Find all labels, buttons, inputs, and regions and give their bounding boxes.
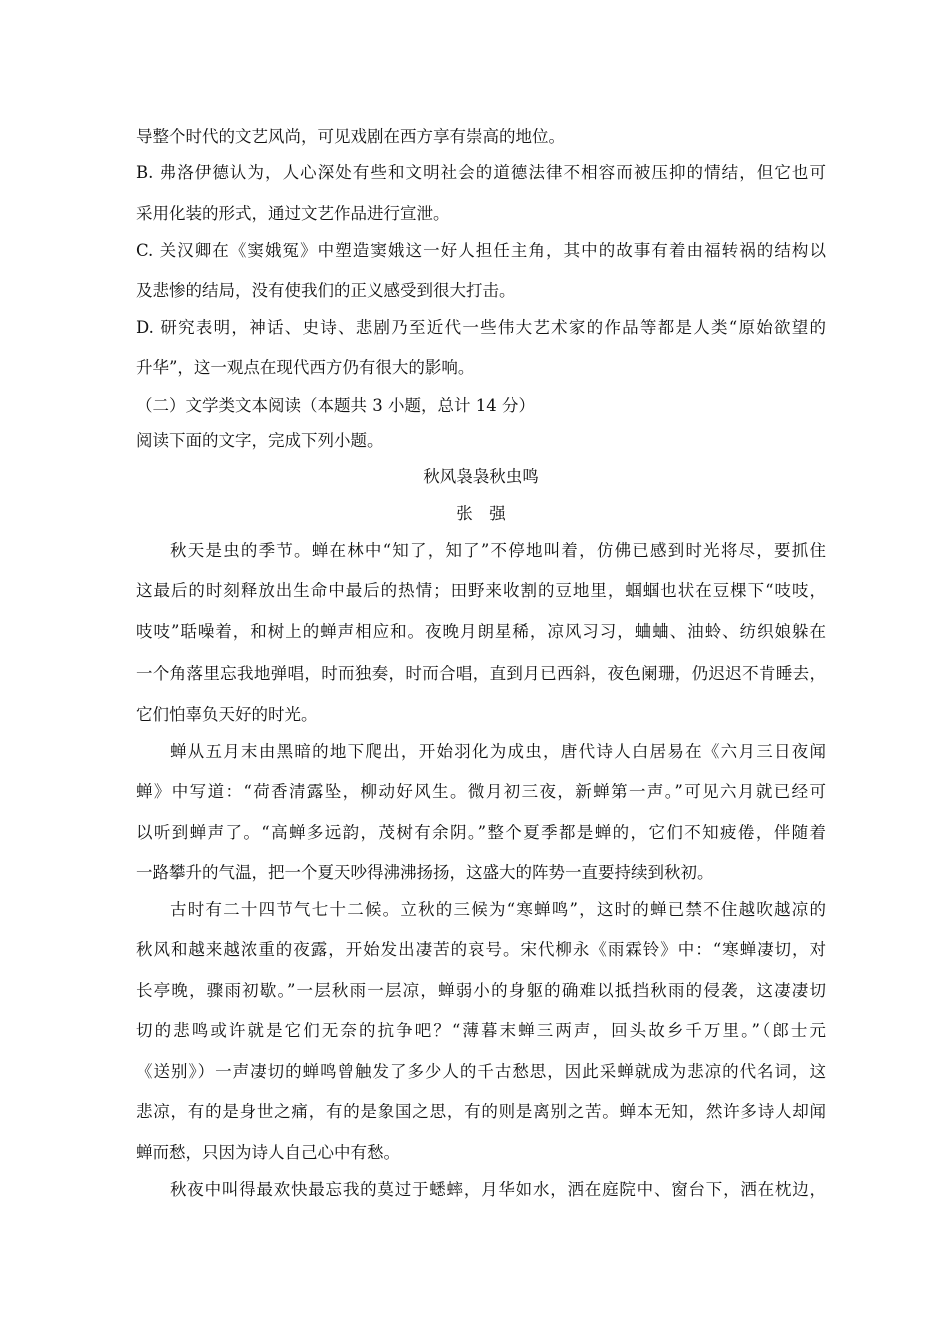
paragraph-line: 长亭晚，骤雨初歇。”一层秋雨一层凉，蝉弱小的身躯的确难以抵挡秋雨的侵袭，这凄凄切 [136,981,826,1000]
paragraph-line: 秋夜中叫得最欢快最忘我的莫过于蟋蟀，月华如水，洒在庭院中、窗台下，洒在枕边， [170,1180,826,1199]
paragraph-line: 一路攀升的气温，把一个夏天吵得沸沸扬扬，这盛大的阵势一直要持续到秋初。 [136,863,714,882]
text-line: 升华”，这一观点在现代西方仍有很大的影响。 [136,358,475,377]
paragraph-line: 切的悲鸣或许就是它们无奈的抗争吧？“薄暮末蝉三两声，回头故乡千万里。”（郎士元 [136,1021,826,1040]
paragraph-line: 古时有二十四节气七十二候。立秋的三候为“寒蝉鸣”，这时的蝉已禁不住越吹越凉的 [170,900,826,919]
paragraph-line: 一个角落里忘我地弹唱，时而独奏，时而合唱，直到月已西斜，夜色阑珊，仍迟迟不肯睡去， [136,664,826,683]
article-title: 秋风袅袅秋虫鸣 [423,467,539,486]
option-c-line: C. 关汉卿在《窦娥冤》中塑造窦娥这一好人担任主角，其中的故事有着由福转祸的结构以 [136,241,826,260]
text-line: 采用化装的形式，通过文艺作品进行宣泄。 [136,204,450,223]
paragraph-line: 蝉从五月末由黑暗的地下爬出，开始羽化为成虫，唐代诗人白居易在《六月三日夜闻 [170,742,826,761]
paragraph-line: 它们怕辜负天好的时光。 [136,705,318,724]
paragraph-line: 秋风和越来越浓重的夜露，开始发出凄苦的哀号。宋代柳永《雨霖铃》中：“寒蝉凄切，对 [136,940,826,959]
paragraph-line: 《送别》）一声凄切的蝉鸣曾触发了多少人的千古愁思，因此采蝉就成为悲凉的代名词，这 [136,1062,826,1081]
paragraph-line: 以听到蝉声了。“高蝉多远韵，茂树有余阴。”整个夏季都是蝉的，它们不知疲倦，伴随着 [136,823,826,842]
option-d-line: D. 研究表明，神话、史诗、悲剧乃至近代一些伟大艺术家的作品等都是人类“原始欲望的 [136,318,826,337]
paragraph-line: 这最后的时刻释放出生命中最后的热情；田野来收割的豆地里，蝈蝈也状在豆棵下“吱吱， [136,581,826,600]
paragraph-line: 蝉而愁，只因为诗人自己心中有愁。 [136,1143,400,1162]
text-line: 及悲惨的结局，没有使我们的正义感受到很大打击。 [136,281,516,300]
article-author: 张 强 [456,504,506,523]
paragraph-line: 蝉》中写道：“荷香清露坠，柳动好风生。微月初三夜，新蝉第一声。”可见六月就已经可 [136,782,826,801]
text-line: 导整个时代的文艺风尚，可见戏剧在西方享有崇高的地位。 [136,127,565,146]
instruction-line: 阅读下面的文字，完成下列小题。 [136,431,384,450]
paragraph-line: 秋天是虫的季节。蝉在林中“知了，知了”不停地叫着，仿佛已感到时光将尽，要抓住 [170,541,826,560]
paragraph-line: 吱吱”聒噪着，和树上的蝉声相应和。夜晚月朗星稀，凉风习习，蛐蛐、油蛉、纺织娘躲在 [136,622,826,641]
option-b-line: B. 弗洛伊德认为，人心深处有些和文明社会的道德法律不相容而被压抑的情结，但它也可 [136,163,826,182]
section-heading: （二）文学类文本阅读（本题共 3 小题，总计 14 分） [136,396,535,415]
paragraph-line: 悲凉，有的是身世之痛，有的是象国之思，有的则是离别之苦。蝉本无知，然许多诗人却闻 [136,1102,826,1121]
